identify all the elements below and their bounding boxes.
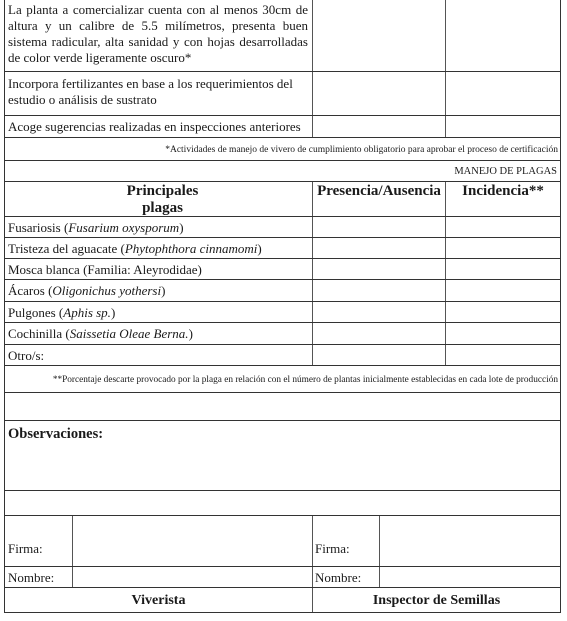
observations-field[interactable] xyxy=(5,445,560,490)
nombre-label-left: Nombre: xyxy=(8,570,55,585)
pest-name: Cochinilla xyxy=(8,326,63,341)
observations-row xyxy=(4,421,561,491)
criteria-note-row xyxy=(4,138,561,161)
firma-label-right: Firma: xyxy=(315,541,350,556)
presence-cell[interactable] xyxy=(313,217,445,237)
pest-scientific-name: Saissetia Oleae Berna. xyxy=(69,326,189,341)
pest-row xyxy=(4,280,561,302)
presence-cell[interactable] xyxy=(313,280,445,301)
roles-row xyxy=(4,588,561,613)
criteria-row-1 xyxy=(4,0,561,72)
pest-name: Ácaros xyxy=(8,283,45,298)
presence-cell[interactable] xyxy=(313,238,445,258)
pest-label xyxy=(8,259,308,279)
criteria-text: Incorpora fertilizantes en base a los requerimientos del estudio o análisis de sustrato xyxy=(8,76,293,107)
section-title-row xyxy=(4,161,561,182)
criteria-footnote: *Actividades de manejo de vivero de cumplimiento obligatorio para aprobar el proceso de certificación xyxy=(165,145,558,155)
incidence-cell[interactable] xyxy=(446,238,560,258)
pest-name: Pulgones xyxy=(8,305,56,320)
pest-name: Fusariosis xyxy=(8,220,61,235)
presence-cell[interactable] xyxy=(313,302,445,322)
pest-row xyxy=(4,302,561,323)
criteria-text: Acoge sugerencias realizadas en inspecciones anteriores xyxy=(8,119,301,134)
nombre-row xyxy=(4,567,561,588)
nombre-field-right[interactable] xyxy=(380,567,560,587)
observations-label: Observaciones: xyxy=(8,426,104,442)
pests-footnote: **Porcentaje descarte provocado por la plaga en relación con el número de plantas inicialmente establecidas en cada lote de producción xyxy=(52,375,558,385)
incidence-cell[interactable] xyxy=(446,302,560,322)
criteria-check-a[interactable] xyxy=(313,116,445,137)
firma-field-right[interactable] xyxy=(380,516,560,566)
col-header-pests: Principales plagas xyxy=(126,183,199,216)
pest-label: Ácaros (Oligonichus yothersi) xyxy=(8,283,166,298)
incidence-cell[interactable] xyxy=(446,217,560,237)
pest-row xyxy=(4,259,561,280)
section-title: MANEJO DE PLAGAS xyxy=(454,166,557,177)
pest-row-other xyxy=(4,345,561,366)
pest-scientific-name: Phytophthora cinnamomi xyxy=(124,241,258,256)
criteria-text: La planta a comercializar cuenta con al menos 30cm de altura y un calibre de 5.5 milímetros, presenta buen sistema radicular, alta sanidad y con hojas desarrolladas de color verde ligeramente oscuro* xyxy=(8,2,308,65)
incidence-cell[interactable] xyxy=(446,323,560,344)
pest-label: Pulgones (Aphis sp.) xyxy=(8,305,116,320)
firma-label-left: Firma: xyxy=(8,541,43,556)
pest-name: Tristeza del aguacate xyxy=(8,241,118,256)
firma-row xyxy=(4,516,561,567)
criteria-row-2 xyxy=(4,72,561,116)
nombre-field-left[interactable] xyxy=(73,567,312,587)
pest-label: Cochinilla (Saissetia Oleae Berna.) xyxy=(8,326,193,341)
role-inspector: Inspector de Semillas xyxy=(372,593,501,608)
pest-scientific-name: Aphis sp. xyxy=(63,305,111,320)
incidence-cell[interactable] xyxy=(446,280,560,301)
incidence-cell[interactable] xyxy=(446,345,560,365)
nombre-label-right: Nombre: xyxy=(315,570,362,585)
col-header-presence: Presencia/Ausencia xyxy=(317,183,441,199)
pests-note-row xyxy=(4,366,561,393)
pests-header-row xyxy=(4,182,561,217)
firma-field-left[interactable] xyxy=(73,516,312,566)
role-viverista: Viverista xyxy=(131,593,186,608)
criteria-check-b[interactable] xyxy=(446,72,560,115)
other-label: Otro/s: xyxy=(8,348,45,363)
presence-cell[interactable] xyxy=(313,259,445,279)
observations-extra-row xyxy=(4,491,561,516)
criteria-check-b[interactable] xyxy=(446,0,560,71)
presence-cell[interactable] xyxy=(313,323,445,344)
spacer-row xyxy=(4,393,561,421)
criteria-row-3 xyxy=(4,116,561,138)
pest-name: Mosca blanca (Familia: Aleyrodidae) xyxy=(8,262,202,277)
pest-row xyxy=(4,323,561,345)
criteria-check-a[interactable] xyxy=(313,0,445,71)
criteria-check-b[interactable] xyxy=(446,116,560,137)
criteria-check-a[interactable] xyxy=(313,72,445,115)
col-header-incidence: Incidencia** xyxy=(462,183,544,199)
pest-scientific-name: Fusarium oxysporum xyxy=(68,220,180,235)
pest-row xyxy=(4,217,561,238)
incidence-cell[interactable] xyxy=(446,259,560,279)
pest-label: Tristeza del aguacate (Phytophthora cinnamomi) xyxy=(8,241,262,256)
pest-label: Fusariosis (Fusarium oxysporum) xyxy=(8,220,184,235)
presence-cell[interactable] xyxy=(313,345,445,365)
pest-row xyxy=(4,238,561,259)
pest-scientific-name: Oligonichus yothersi xyxy=(52,283,162,298)
